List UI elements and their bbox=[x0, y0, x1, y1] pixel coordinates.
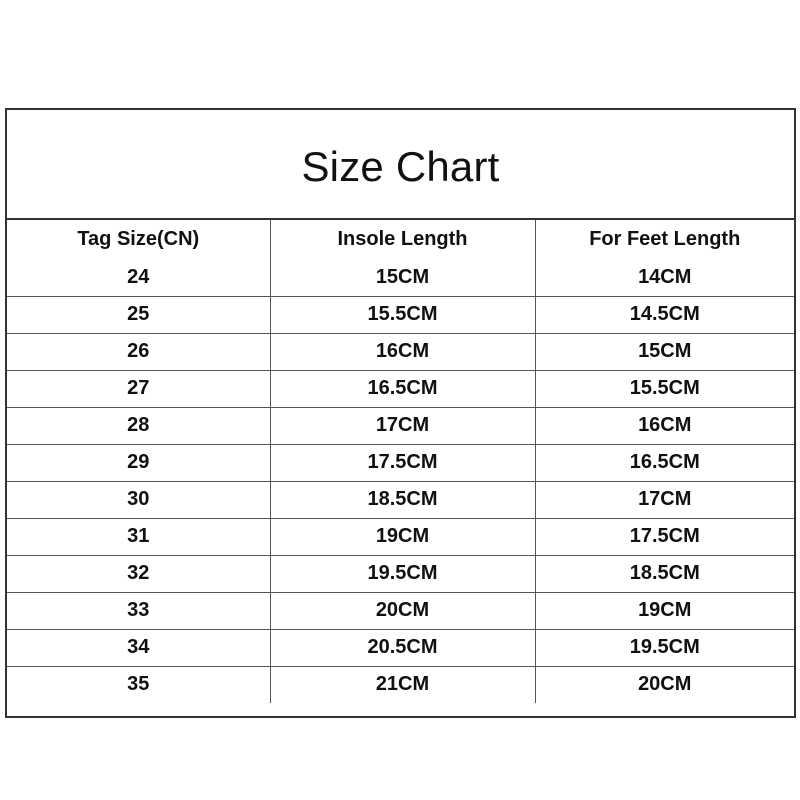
feet-length-cell: 15.5CM bbox=[535, 370, 794, 407]
tag-size-cell: 28 bbox=[7, 407, 270, 444]
table-row bbox=[7, 333, 794, 370]
table-row bbox=[7, 296, 794, 333]
feet-length-cell: 19.5CM bbox=[535, 629, 794, 666]
feet-length-cell: 16.5CM bbox=[535, 444, 794, 481]
insole-length-cell: 21CM bbox=[270, 666, 535, 703]
table-row bbox=[7, 370, 794, 407]
insole-length-cell: 15CM bbox=[270, 259, 535, 296]
insole-length-cell: 18.5CM bbox=[270, 481, 535, 518]
table-row bbox=[7, 518, 794, 555]
table-body bbox=[7, 259, 794, 703]
tag-size-cell: 27 bbox=[7, 370, 270, 407]
tag-size-cell: 32 bbox=[7, 555, 270, 592]
feet-length-cell: 14.5CM bbox=[535, 296, 794, 333]
insole-length-cell: 17.5CM bbox=[270, 444, 535, 481]
tag-size-cell: 26 bbox=[7, 333, 270, 370]
tag-size-cell: 24 bbox=[7, 259, 270, 296]
table-row bbox=[7, 555, 794, 592]
feet-length-cell: 14CM bbox=[535, 259, 794, 296]
header-row bbox=[7, 220, 794, 259]
feet-length-cell: 16CM bbox=[535, 407, 794, 444]
feet-length-cell: 18.5CM bbox=[535, 555, 794, 592]
column-header-tag-size: Tag Size(CN) bbox=[7, 220, 270, 259]
title-cell bbox=[7, 110, 794, 220]
table-row bbox=[7, 592, 794, 629]
table-row bbox=[7, 481, 794, 518]
tag-size-cell: 30 bbox=[7, 481, 270, 518]
feet-length-cell: 15CM bbox=[535, 333, 794, 370]
feet-length-cell: 20CM bbox=[638, 673, 692, 696]
table-row bbox=[7, 666, 794, 703]
feet-length-cell: 17.5CM bbox=[535, 518, 794, 555]
insole-length-cell: 16.5CM bbox=[270, 370, 535, 407]
column-header-feet-length: For Feet Length bbox=[589, 228, 741, 250]
table-row bbox=[7, 444, 794, 481]
feet-length-cell: 19CM bbox=[535, 592, 794, 629]
size-chart bbox=[5, 108, 796, 718]
tag-size-cell: 25 bbox=[7, 296, 270, 333]
chart-title: Size Chart bbox=[301, 143, 500, 190]
tag-size-cell: 35 bbox=[7, 666, 270, 703]
tag-size-cell: 31 bbox=[7, 518, 270, 555]
insole-length-cell: 19CM bbox=[270, 518, 535, 555]
feet-length-cell: 17CM bbox=[535, 481, 794, 518]
insole-length-cell: 20.5CM bbox=[270, 629, 535, 666]
size-table bbox=[7, 220, 794, 703]
insole-length-cell: 19.5CM bbox=[270, 555, 535, 592]
insole-length-cell: 15.5CM bbox=[270, 296, 535, 333]
insole-length-cell: 16CM bbox=[270, 333, 535, 370]
insole-length-cell: 17CM bbox=[270, 407, 535, 444]
table-row bbox=[7, 259, 794, 296]
tag-size-cell: 33 bbox=[7, 592, 270, 629]
table-row bbox=[7, 407, 794, 444]
tag-size-cell: 34 bbox=[7, 629, 270, 666]
tag-size-cell: 29 bbox=[7, 444, 270, 481]
column-header-insole-length: Insole Length bbox=[270, 220, 535, 259]
table-row bbox=[7, 629, 794, 666]
insole-length-cell: 20CM bbox=[270, 592, 535, 629]
